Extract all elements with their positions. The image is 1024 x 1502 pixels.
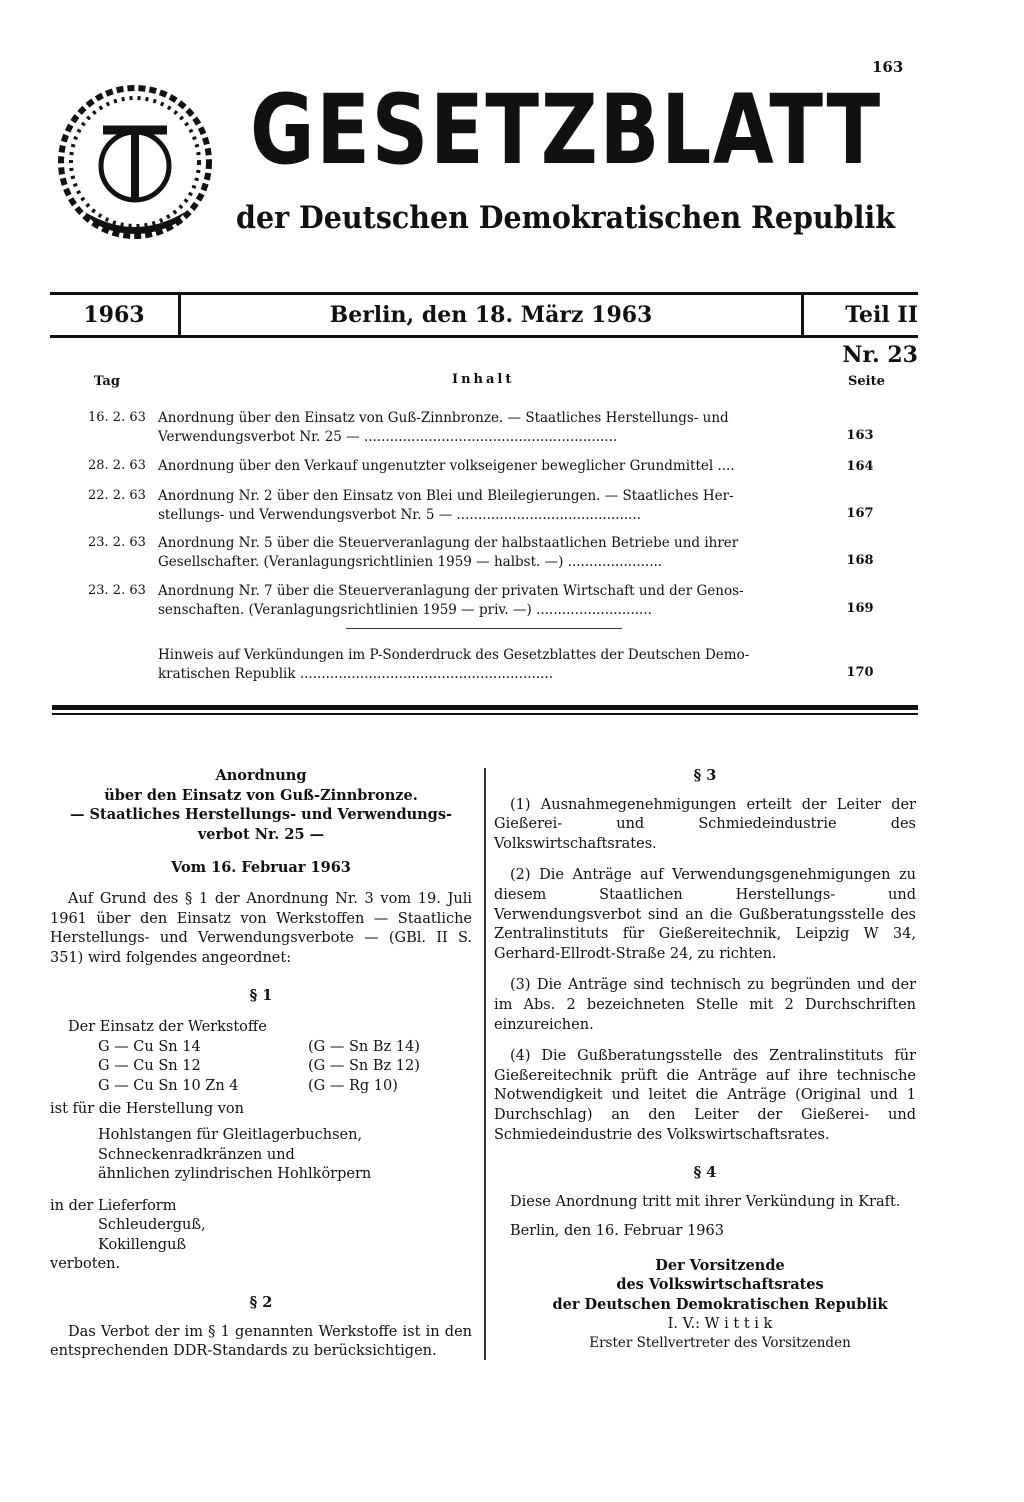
section-3-paragraph-3: (3) Die Anträge sind technisch zu begründen und der im Abs. 2 bezeichneten Stelle mit 2 Durchschriften einzureichen. bbox=[494, 977, 916, 1033]
state-emblem-icon bbox=[55, 82, 215, 242]
section-1-use-intro: ist für die Herstellung von bbox=[50, 1101, 244, 1118]
list-item: Schneckenradkränzen und bbox=[98, 1146, 295, 1163]
page-number: 163 bbox=[872, 58, 904, 76]
list-item: Hohlstangen für Gleitlagerbuchsen, bbox=[98, 1126, 363, 1143]
signer-title: Erster Stellvertreter des Vorsitzenden bbox=[589, 1335, 851, 1352]
section-3-paragraph-1: (1) Ausnahmegenehmigungen erteilt der Leiter der Gießerei- und Schmiedeindustrie des Volkswirtschaftsrates. bbox=[494, 796, 916, 852]
ordinance-date: Vom 16. Februar 1963 bbox=[171, 859, 351, 877]
list-item: Schleuderguß, bbox=[98, 1217, 206, 1234]
section-rule bbox=[52, 705, 918, 710]
list-item: ähnlichen zylindrischen Hohlkörpern bbox=[98, 1166, 372, 1183]
signer-name: I. V.: W i t t i k bbox=[667, 1315, 773, 1332]
toc-header-content: Inhalt bbox=[452, 372, 515, 387]
list-item: G — Cu Sn 10 Zn 4 (G — Rg 10) bbox=[98, 1077, 398, 1094]
section-3-heading: § 3 bbox=[693, 767, 717, 784]
section-4-text: Diese Anordnung tritt mit ihrer Verkündung in Kraft. bbox=[510, 1193, 901, 1210]
forms-list bbox=[50, 1216, 472, 1255]
list-item: G — Cu Sn 12 (G — Sn Bz 12) bbox=[98, 1058, 420, 1075]
signing-place-date: Berlin, den 16. Februar 1963 bbox=[510, 1223, 724, 1240]
toc-header-page: Seite bbox=[848, 374, 885, 389]
ordinance-left-column bbox=[50, 766, 472, 1362]
signatory-block: Der Vorsitzende des Volkswirtschaftsrates der Deutschen Demokratischen Republik bbox=[552, 1256, 888, 1314]
list-item: Kokillenguß bbox=[98, 1236, 187, 1253]
toc-header-day: Tag bbox=[94, 374, 120, 389]
ordinance-title: Anordnung über den Einsatz von Guß-Zinnbronze. — Staatliches Herstellungs- und Verwendungs- verbot Nr. 25 — bbox=[70, 767, 452, 843]
masthead-title: GESETZBLATT bbox=[250, 74, 882, 186]
section-2-text: Das Verbot der im § 1 genannten Werkstoffe ist in den entsprechenden DDR-Standards zu berücksichtigen. bbox=[50, 1323, 472, 1360]
issue-year: 1963 bbox=[83, 302, 145, 328]
toc-separator bbox=[346, 628, 622, 629]
column-divider bbox=[484, 768, 486, 1360]
issue-part-number: Teil II Nr. 23 bbox=[842, 302, 918, 368]
list-item: G — Cu Sn 14 (G — Sn Bz 14) bbox=[98, 1038, 420, 1055]
issue-place-date: Berlin, den 18. März 1963 bbox=[178, 295, 804, 335]
uses-list bbox=[50, 1126, 472, 1185]
section-2-heading: § 2 bbox=[249, 1294, 273, 1312]
section-1-intro: Der Einsatz der Werkstoffe bbox=[68, 1018, 267, 1035]
section-3-paragraph-4: (4) Die Gußberatungsstelle des Zentralinstituts für Gießereitechnik prüft die Anträge auf ihre technische Notwendigkeit und leitet die Anträge (Original und 1 Durchschlag) an den Leiter der Gießerei- und Schmiedeindustrie des Volkswirtschaftsrates. bbox=[494, 1048, 916, 1143]
section-1-heading: § 1 bbox=[249, 987, 273, 1005]
section-1-form-intro: in der Lieferform bbox=[50, 1197, 177, 1214]
section-4-heading: § 4 bbox=[693, 1164, 717, 1182]
section-rule-thin bbox=[52, 713, 918, 715]
masthead-subtitle: der Deutschen Demokratischen Republik bbox=[236, 200, 896, 236]
section-1-end: verboten. bbox=[50, 1256, 121, 1273]
issue-info-bar bbox=[50, 292, 918, 368]
ordinance-preamble: Auf Grund des § 1 der Anordnung Nr. 3 vom 19. Juli 1961 über den Einsatz von Werkstoffen — Staatliche Herstellungs- und Verwendungsverbote — (GBl. II S. 351) wird folgendes angeordnet: bbox=[50, 890, 472, 966]
ordinance-right-column bbox=[494, 766, 916, 1354]
materials-list bbox=[50, 1038, 472, 1097]
section-3-paragraph-2: (2) Die Anträge auf Verwendungsgenehmigungen zu diesem Staatlichen Herstellungs- und Verwendungsverbot sind an die Gußberatungsstelle des Zentralinstituts für Gießereitechnik, Leipzig W 34, Gerhard-Ellrodt-Straße 24, zu richten. bbox=[494, 867, 916, 962]
